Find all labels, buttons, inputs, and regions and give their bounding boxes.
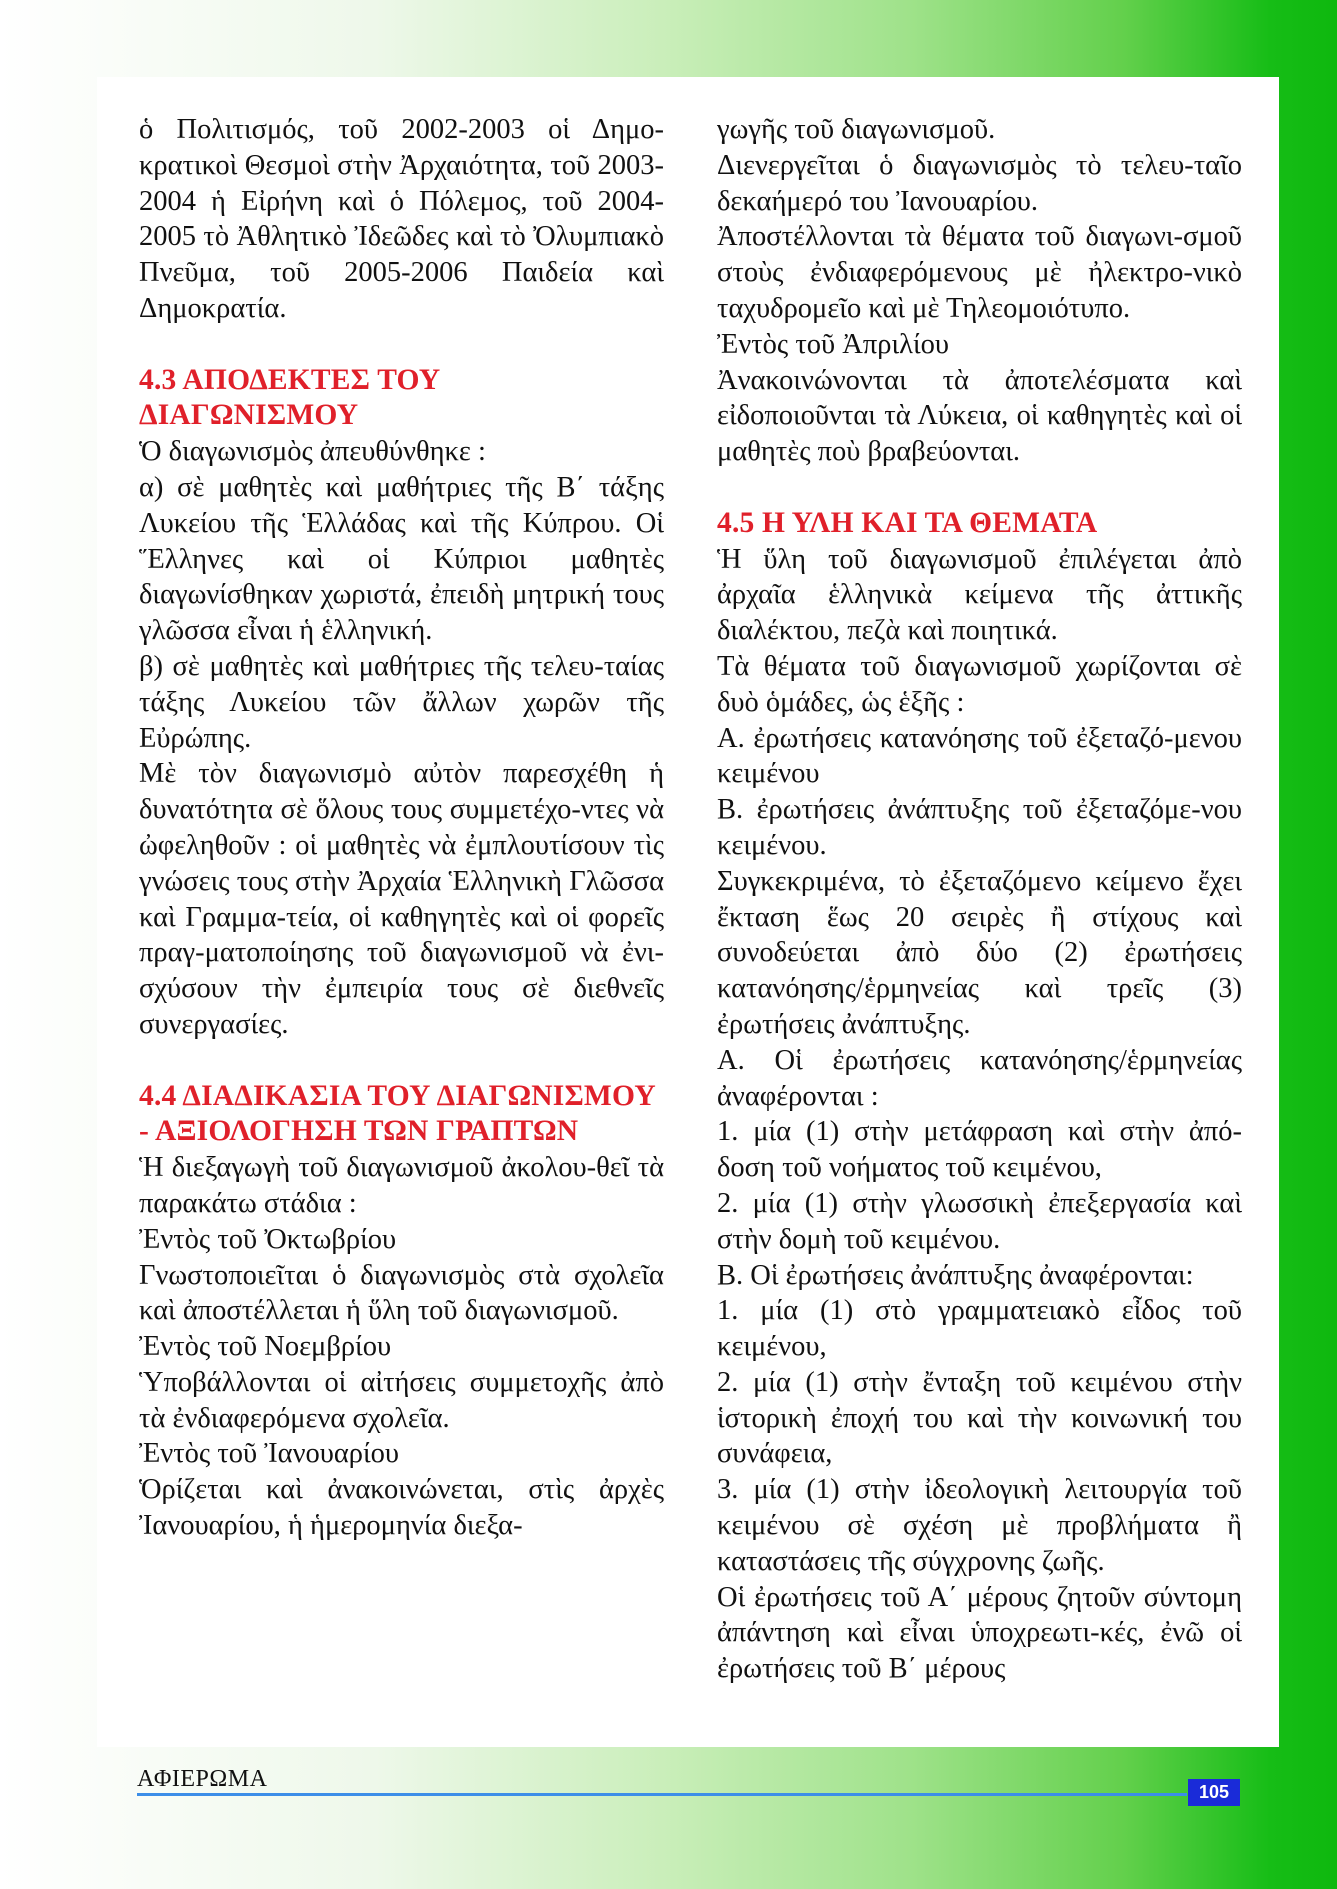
paragraph: β) σὲ μαθητὲς καὶ μαθήτριες τῆς τελευ-ταίας τάξης Λυκείου τῶν ἄλλων χωρῶν τῆς Εὐρώπης. [139, 650, 664, 754]
paragraph: Τὰ θέματα τοῦ διαγωνισμοῦ χωρίζονται σὲ δυὸ ὁμάδες, ὡς ἑξῆς : [717, 650, 1242, 718]
paragraph: Β. Οἱ ἐρωτήσεις ἀνάπτυξης ἀναφέρονται: [717, 1259, 1194, 1291]
paragraph: Ὁρίζεται καὶ ἀνακοινώνεται, στὶς ἀρχὲς Ἰανουαρίου, ἡ ἡμερομηνία διεξα- [139, 1474, 664, 1542]
paragraph: 1. μία (1) στὴν μετάφραση καὶ στὴν ἀπό-δοση τοῦ νοήματος τοῦ κειμένου, [717, 1116, 1242, 1184]
paragraph: Ἐντὸς τοῦ Ὀκτωβρίου [139, 1223, 397, 1255]
paragraph: Ὑποβάλλονται οἱ αἰτήσεις συμμετοχῆς ἀπὸ τὰ ἐνδιαφερόμενα σχολεῖα. [139, 1366, 664, 1434]
paragraph: Ἀνακοινώνονται τὰ ἀποτελέσματα καὶ εἰδοποιοῦνται τὰ Λύκεια, οἱ καθηγητὲς καὶ οἱ μαθητὲς ποὺ βραβεύονται. [717, 364, 1242, 468]
intro-paragraph: ὁ Πολιτισμός, τοῦ 2002-2003 οἱ Δημο-κρατικοὶ Θεσμοὶ στὴν Ἀρχαιότητα, τοῦ 2003-2004 ἡ Εἰρήνη καὶ ὁ Πόλεμος, τοῦ 2004-2005 τὸ Ἀθλητικὸ Ἰδεῶδες καὶ τὸ Ὀλυμπιακὸ Πνεῦμα, τοῦ 2005-2006 Παιδεία καὶ Δημοκρατία. [139, 114, 664, 324]
paragraph: Ἀποστέλλονται τὰ θέματα τοῦ διαγωνι-σμοῦ στοὺς ἐνδιαφερόμενους μὲ ἠλεκτρο-νικὸ ταχυδρομεῖο καὶ μὲ Τηλεομοιότυπο. [717, 221, 1242, 324]
paragraph: 2. μία (1) στὴν γλωσσικὴ ἐπεξεργασία καὶ στὴν δομὴ τοῦ κειμένου. [717, 1187, 1242, 1255]
right-column [717, 112, 1242, 1687]
paragraph: Ἐντὸς τοῦ Ἰανουαρίου [139, 1438, 400, 1470]
footer-title: ΑΦΙΕΡΩΜΑ [137, 1766, 268, 1792]
section-4-5-heading: 4.5 Η ΥΛΗ ΚΑΙ ΤΑ ΘΕΜΑΤΑ [717, 506, 1098, 539]
page-number-badge: 105 [1188, 1779, 1240, 1806]
paragraph: Συγκεκριμένα, τὸ ἐξεταζόμενο κείμενο ἔχει ἔκταση ἕως 20 σειρὲς ἢ στίχους καὶ συνοδεύεται ἀπὸ δύο (2) ἐρωτήσεις κατανόησης/ἑρμηνείας καὶ τρεῖς (3) ἐρωτήσεις ἀνάπτυξης. [717, 865, 1242, 1040]
paragraph: 1. μία (1) στὸ γραμματειακὸ εἶδος τοῦ κειμένου, [717, 1295, 1242, 1363]
paragraph: Ἡ διεξαγωγὴ τοῦ διαγωνισμοῦ ἀκολου-θεῖ τὰ παρακάτω στάδια : [139, 1152, 664, 1219]
page-content [97, 77, 1279, 1747]
paragraph: Διενεργεῖται ὁ διαγωνισμὸς τὸ τελευ-ταῖο δεκαήμερό του Ἰανουαρίου. [717, 149, 1242, 217]
paragraph: Οἱ ἐρωτήσεις τοῦ Α΄ μέρους ζητοῦν σύντομη ἀπάντηση καὶ εἶναι ὑποχρεωτι-κές, ἐνῶ οἱ ἐρωτήσεις τοῦ Β΄ μέρους [717, 1581, 1242, 1685]
paragraph: α) σὲ μαθητὲς καὶ μαθήτριες τῆς Β΄ τάξης Λυκείου τῆς Ἑλλάδας καὶ τῆς Κύπρου. Οἱ Ἕλληνες καὶ οἱ Κύπριοι μαθητὲς διαγωνίσθηκαν χωριστά, ἐπειδὴ μητρική τους γλῶσσα εἶναι ἡ ἑλληνική. [139, 471, 664, 647]
paragraph: Α. ἐρωτήσεις κατανόησης τοῦ ἐξεταζό-μενου κειμένου [717, 722, 1242, 790]
left-column [139, 112, 664, 1544]
paragraph: Ἡ ὕλη τοῦ διαγωνισμοῦ ἐπιλέγεται ἀπὸ ἀρχαῖα ἑλληνικὰ κείμενα τῆς ἀττικῆς διαλέκτου, πεζὰ καὶ ποιητικά. [717, 543, 1242, 647]
section-4-3-heading: 4.3 ΑΠΟΔΕΚΤΕΣ ΤΟΥ ΔΙΑΓΩΝΙΣΜΟΥ [139, 363, 441, 432]
paragraph: Ἐντὸς τοῦ Ἀπριλίου [717, 328, 949, 360]
paragraph: 3. μία (1) στὴν ἰδεολογικὴ λειτουργία τοῦ κειμένου σὲ σχέση μὲ προβλήματα ἢ καταστάσεις τῆς σύγχρονης ζωῆς. [717, 1474, 1242, 1577]
paragraph: Α. Οἱ ἐρωτήσεις κατανόησης/ἑρμηνείας ἀναφέρονται : [717, 1044, 1242, 1112]
section-4-4-heading: 4.4 ΔΙΑΔΙΚΑΣΙΑ ΤΟΥ ΔΙΑΓΩΝΙΣΜΟΥ - ΑΞΙΟΛΟΓΗΣΗ ΤΩΝ ΓΡΑΠΤΩΝ [139, 1079, 656, 1148]
paragraph: Β. ἐρωτήσεις ἀνάπτυξης τοῦ ἐξεταζόμε-νου κειμένου. [717, 794, 1242, 861]
paragraph: γωγῆς τοῦ διαγωνισμοῦ. [717, 114, 996, 145]
footer-divider [137, 1793, 1187, 1796]
paragraph: Γνωστοποιεῖται ὁ διαγωνισμὸς στὰ σχολεῖα καὶ ἀποστέλλεται ἡ ὕλη τοῦ διαγωνισμοῦ. [139, 1259, 664, 1327]
paragraph: Μὲ τὸν διαγωνισμὸ αὐτὸν παρεσχέθη ἡ δυνατότητα σὲ ὅλους τους συμμετέχο-ντες νὰ ὠφεληθοῦν : οἱ μαθητὲς νὰ ἐμπλουτίσουν τὶς γνώσεις τους στὴν Ἀρχαία Ἑλληνικὴ Γλῶσσα καὶ Γραμμα-τεία, οἱ καθηγητὲς καὶ οἱ φορεῖς πραγ-ματοποίησης τοῦ διαγωνισμοῦ νὰ ἐνι-σχύσουν τὴν ἐμπειρία τους σὲ διεθνεῖς συνεργασίες. [139, 758, 664, 1040]
paragraph: 2. μία (1) στὴν ἔνταξη τοῦ κειμένου στὴν ἱστορικὴ ἐποχή του καὶ τὴν κοινωνική του συνάφεια, [717, 1366, 1242, 1470]
paragraph: Ὁ διαγωνισμὸς ἀπευθύνθηκε : [139, 436, 486, 468]
paragraph: Ἐντὸς τοῦ Νοεμβρίου [139, 1331, 392, 1363]
